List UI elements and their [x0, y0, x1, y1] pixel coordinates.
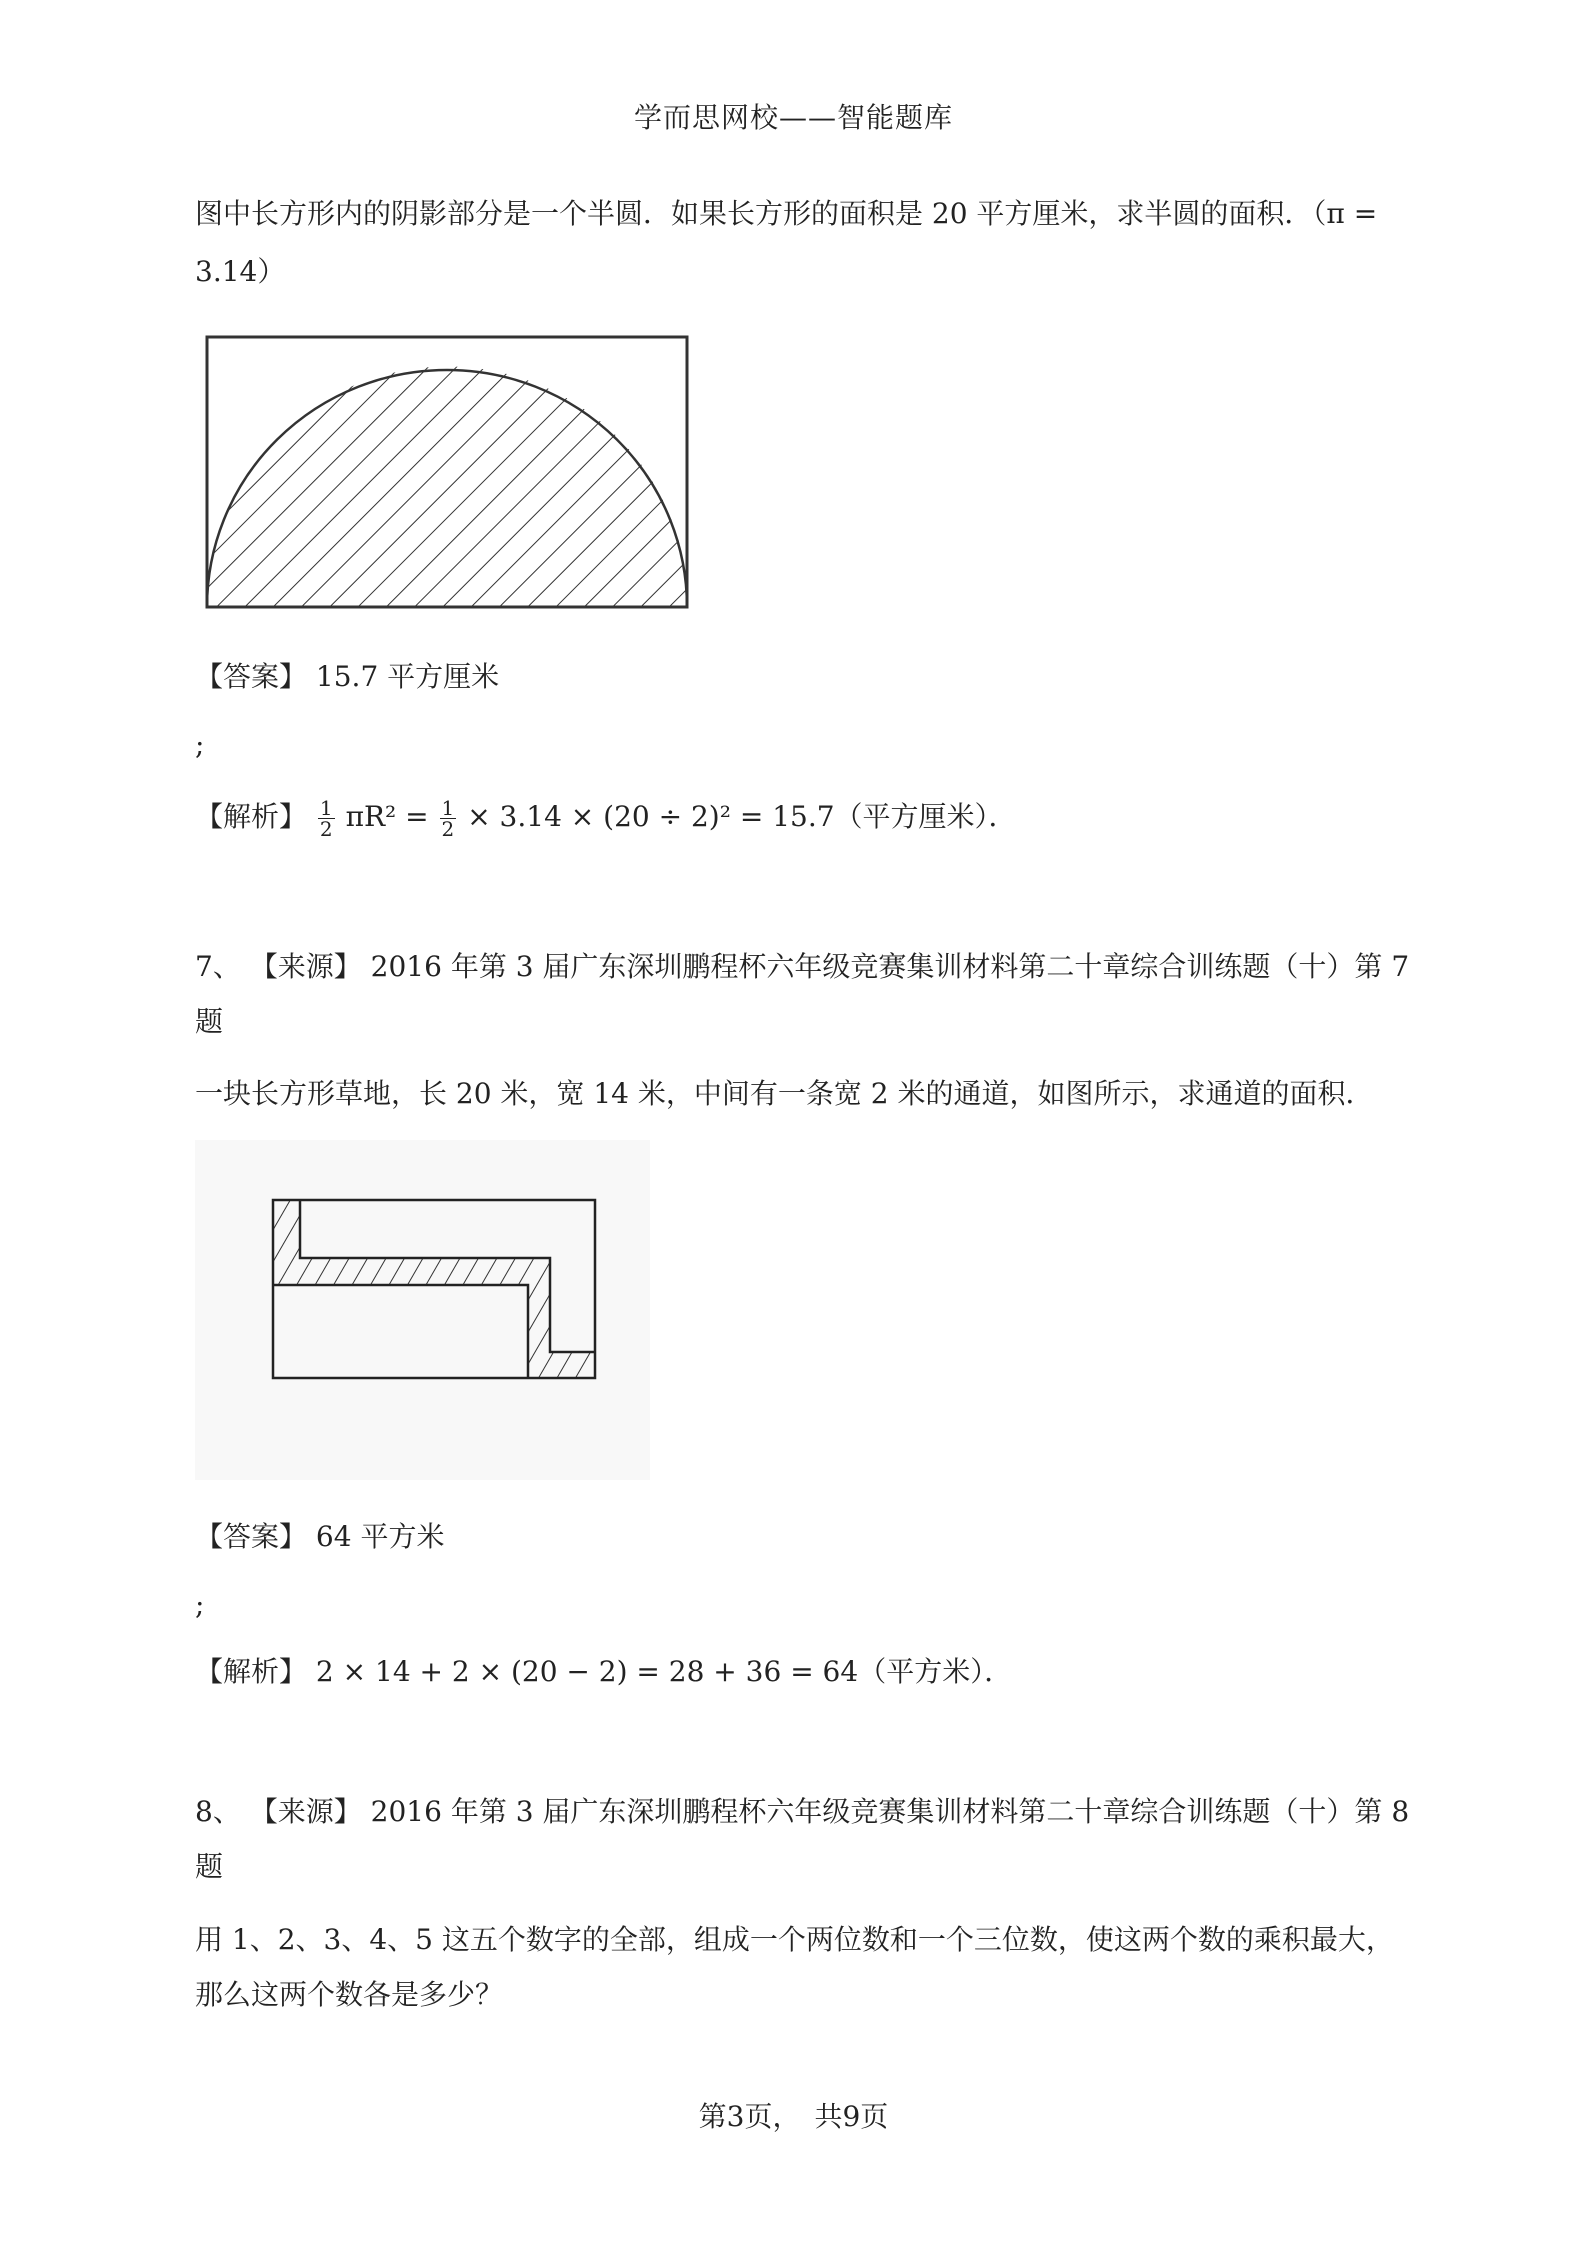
q6-text-line2: 3.14）: [195, 255, 286, 288]
q6-separator: ;: [195, 728, 205, 761]
q7-number: 7、: [195, 950, 241, 983]
q8-source-line: [195, 1790, 1409, 1830]
q6-answer-label: 【答案】: [195, 660, 308, 693]
q8-question-line2: 那么这两个数各是多少？: [195, 1978, 504, 2011]
q6-analysis-part1: πR² =: [345, 800, 429, 833]
fraction-denominator: 2: [441, 817, 455, 841]
q6-answer-value: 15.7 平方厘米: [315, 660, 500, 693]
q6-analysis-part2: × 3.14 × (20 ÷ 2)² = 15.7（平方厘米）．: [467, 800, 1017, 833]
fraction-denominator: 2: [319, 817, 333, 841]
q8-source-label: 【来源】: [249, 1795, 362, 1828]
semicircle-hatch-fill: [205, 335, 690, 610]
page-footer-number: 第3页， 共9页: [698, 2100, 889, 2133]
fraction-numerator: 1: [319, 796, 333, 820]
q7-separator: ;: [195, 1588, 205, 1621]
q7-source-label: 【来源】: [249, 950, 362, 983]
q7-analysis-text: 2 × 14 + 2 × (20 − 2) = 28 + 36 = 64（平方米）．: [315, 1655, 1013, 1688]
q7-answer-value: 64 平方米: [315, 1520, 445, 1553]
q8-source-text-cont: 题: [195, 1850, 224, 1883]
q6-fraction-1: [318, 798, 335, 839]
fraction-numerator: 1: [441, 796, 455, 820]
q8-number: 8、: [195, 1795, 241, 1828]
q6-text-line1: 图中长方形内的阴影部分是一个半圆．如果长方形的面积是 20 平方厘米，求半圆的面积．（π =: [195, 197, 1378, 230]
q6-analysis: [195, 795, 1017, 839]
q7-source-text: 2016 年第 3 届广东深圳鹏程杯六年级竞赛集训材料第二十章综合训练题（十）第 7: [370, 950, 1410, 983]
q7-analysis: [195, 1650, 1012, 1690]
page-header-title: 学而思网校——智能题库: [633, 101, 953, 134]
q7-path-figure: [195, 1140, 650, 1480]
q6-fraction-2: [440, 798, 457, 839]
q6-semicircle-figure: [205, 335, 690, 610]
figure-background: [195, 1140, 650, 1480]
q8-source-text: 2016 年第 3 届广东深圳鹏程杯六年级竞赛集训材料第二十章综合训练题（十）第 8: [370, 1795, 1410, 1828]
q7-source-line: [195, 945, 1409, 985]
q7-answer-label: 【答案】: [195, 1520, 308, 1553]
q7-question: 一块长方形草地，长 20 米，宽 14 米，中间有一条宽 2 米的通道，如图所示，求通道的面积．: [195, 1077, 1374, 1110]
q7-analysis-label: 【解析】: [195, 1655, 308, 1688]
q6-answer: [195, 655, 499, 695]
q7-source-text-cont: 题: [195, 1005, 224, 1038]
q8-question-line1: 用 1、2、3、4、5 这五个数字的全部，组成一个两位数和一个三位数，使这两个数的乘积最大，: [195, 1923, 1394, 1956]
q7-answer: [195, 1515, 444, 1555]
q6-analysis-label: 【解析】: [195, 800, 308, 833]
